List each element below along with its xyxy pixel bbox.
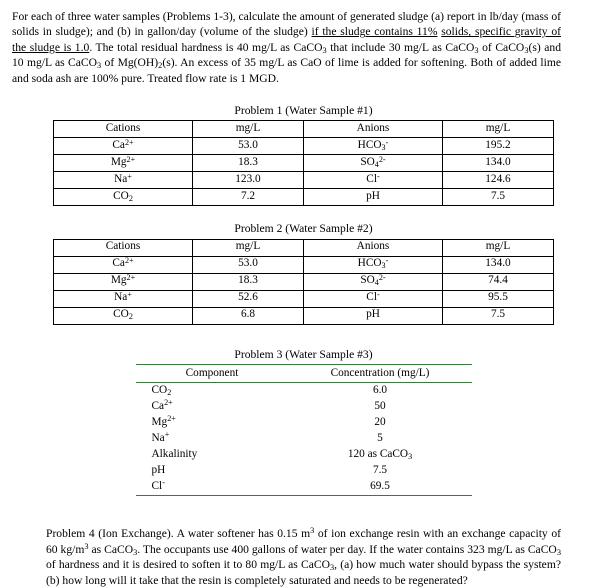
col-header-cations: Cations — [54, 121, 193, 138]
charge-plus: + — [127, 290, 132, 300]
table-header-row — [54, 121, 554, 138]
charge-minus: - — [376, 171, 380, 181]
component-mg-value: 20 — [374, 415, 386, 428]
table-row — [54, 307, 554, 324]
anion-so4-value: 134.0 — [443, 155, 554, 172]
problem-4-line-2c: . The occupants use 400 gallons of water per day. If the water contains — [137, 542, 465, 556]
charge-minus: - — [385, 137, 389, 147]
problem-1-block — [0, 103, 607, 206]
species-co2: $CO_2$ — [54, 189, 193, 206]
sub-4: 4 — [374, 278, 379, 288]
sub-3: 3 — [556, 547, 561, 557]
table-row — [54, 189, 554, 206]
col-header-cations: Cations — [54, 239, 193, 256]
cation-mg-value: 18.3 — [193, 273, 304, 290]
sub-4: 4 — [374, 160, 379, 170]
table-row — [136, 463, 472, 479]
cation-na: Na+ — [54, 172, 193, 189]
cation-mg: $Mg^{2+}$ — [54, 155, 193, 172]
charge-minus: - — [385, 256, 389, 266]
component-ca: $Ca^{2+}$ — [151, 398, 173, 412]
ph-label: pH — [304, 307, 443, 324]
intro-line-2-underlined: if the sludge contains 11% — [311, 25, 438, 39]
document-page — [0, 9, 607, 587]
cation-mg-value: 18.3 — [193, 155, 304, 172]
problem-3-block — [0, 347, 607, 496]
problem-3-title: Problem 3 (Water Sample #3) — [234, 347, 373, 361]
col-header-component: Component — [136, 364, 289, 382]
charge-2plus: 2+ — [167, 414, 176, 424]
table-row — [54, 155, 554, 172]
charge-2plus: 2+ — [126, 273, 136, 283]
species-co2-value: 6.8 — [193, 307, 304, 324]
problem-4-line-2a: capacity of 60 kg/m — [46, 526, 561, 556]
anion-cl-value: 95.5 — [443, 290, 554, 307]
component-cl-value: 69.5 — [370, 479, 390, 492]
table-row — [54, 273, 554, 290]
sub-3: 3 — [381, 261, 386, 271]
problem-4-line-1b: of ion exchange resin with an exchange — [314, 526, 506, 540]
cation-na-value: 123.0 — [193, 172, 304, 189]
ph-value: 7.5 — [443, 189, 554, 206]
component-mg: $Mg^{2+}$ — [151, 414, 176, 428]
sub-3: 3 — [474, 45, 479, 55]
anion-hco3-value: 134.0 — [443, 256, 554, 273]
table-row — [136, 415, 472, 431]
intro-line-3a: . The total residual hardness is 40 mg/L as CaCO — [89, 40, 323, 54]
anion-cl: Cl- — [304, 290, 443, 307]
intro-line-4: 30 mg/L as CaCO$_3$ of CaCO$_3$(s) and 10 mg/L as CaCO$_3$ of $Mg(OH)_2(s)$. An excess of 35 mg/L as CaO of — [12, 40, 562, 71]
sub-2: 2 — [167, 387, 172, 397]
table-row — [54, 172, 554, 189]
col-header-concentration: Concentration (mg/L) — [289, 364, 472, 382]
charge-minus: - — [162, 478, 165, 488]
table-header-row — [136, 364, 472, 382]
table-row — [54, 290, 554, 307]
cation-ca-value: 53.0 — [193, 256, 304, 273]
table-row — [136, 431, 472, 447]
table-row — [136, 382, 472, 399]
problem-4-line-1a: Problem 4 (Ion Exchange). A water softener has 0.15 m — [46, 526, 311, 540]
table-row — [136, 399, 472, 415]
cation-ca: $Ca^{2+}$ — [54, 138, 193, 155]
cation-ca-value: 53.0 — [193, 138, 304, 155]
component-na-value: 5 — [377, 431, 383, 444]
problem-2-title: Problem 2 (Water Sample #2) — [234, 222, 373, 236]
problem-4-line-3: 323 mg/L as CaCO$_3$ of hardness and it is desired to soften it to 80 mg/L as CaCO$_3$, (a) how much — [46, 542, 561, 573]
table-row — [136, 479, 472, 496]
problem-4-paragraph — [46, 526, 561, 588]
charge-2plus: 2+ — [124, 256, 134, 266]
problem-4-line-2b: as CaCO — [88, 542, 134, 556]
intro-paragraph — [12, 9, 561, 86]
problem-1-title: Problem 1 (Water Sample #1) — [234, 104, 373, 118]
col-header-anions: Anions — [304, 121, 443, 138]
exp-3: 3 — [84, 542, 89, 552]
charge-2plus: 2+ — [164, 398, 173, 408]
col-header-anions: Anions — [304, 239, 443, 256]
cation-na: Na+ — [54, 290, 193, 307]
intro-line-3c: that include — [326, 40, 386, 54]
anion-so4-value: 74.4 — [443, 273, 554, 290]
problem-3-table — [136, 364, 472, 496]
anion-hco3-value: 195.2 — [443, 138, 554, 155]
component-cl: Cl- — [151, 478, 165, 492]
component-co2: $CO_2$ — [151, 383, 172, 397]
sub-2: 2 — [158, 61, 163, 71]
table-header-row — [54, 239, 554, 256]
problem-2-table — [53, 239, 554, 325]
anion-so4: $SO_4^{2-}$ — [304, 155, 443, 172]
cation-na-value: 52.6 — [193, 290, 304, 307]
cation-ca: $Ca^{2+}$ — [54, 256, 193, 273]
species-co2: $CO_2$ — [54, 307, 193, 324]
intro-line-2a: lb/day (mass of solids in sludge); and (b) in gallon/day (volume of the sludge) — [12, 10, 561, 39]
sub-3: 3 — [329, 563, 335, 573]
component-ph: pH — [151, 463, 166, 476]
species-co2-value: 7.2 — [193, 189, 304, 206]
sub-2: 2 — [128, 194, 133, 204]
anion-so4: $SO_4^{2-}$ — [304, 273, 443, 290]
problem-4-line-4: water should bypass the system? (b) how long will it take that the resin is completely saturated and — [46, 558, 561, 587]
sub-3: 3 — [408, 451, 413, 461]
col-header-mgl-anions: mg/L — [443, 121, 554, 138]
col-header-mgl-cations: mg/L — [193, 121, 304, 138]
exp-3: 3 — [310, 526, 315, 536]
component-alkalinity-value: 120 as CaCO$_3$ — [347, 447, 413, 461]
component-na: Na+ — [151, 430, 170, 444]
anion-hco3: $HCO_3^-$ — [304, 138, 443, 155]
table-row — [54, 256, 554, 273]
col-header-mgl-cations: mg/L — [193, 239, 304, 256]
charge-minus: - — [376, 290, 380, 300]
intro-line-1: For each of three water samples (Problems 1-3), calculate the amount of generated sludge (a) report in — [12, 10, 487, 23]
sub-3: 3 — [97, 61, 102, 71]
intro-line-3-underlined: solids, specific gravity of the sludge is 1.0 — [12, 25, 562, 54]
table-row — [136, 447, 472, 463]
table-row — [54, 138, 554, 155]
charge-2minus: 2- — [378, 154, 386, 164]
intro-line-3-sub: 3 — [322, 45, 327, 55]
intro-line-5: lime is added for softening. Both of added lime and soda ash are 100% pure. Treated flow rate is 1 MGD. — [12, 56, 562, 85]
component-ph-value: 7.5 — [372, 463, 388, 476]
problem-2-block — [0, 221, 607, 324]
ph-label: pH — [304, 189, 443, 206]
sub-3: 3 — [381, 143, 386, 153]
col-header-mgl-anions: mg/L — [443, 239, 554, 256]
sub-3: 3 — [133, 547, 138, 557]
component-alkalinity: Alkalinity — [151, 447, 198, 460]
component-ca-value: 50 — [374, 399, 386, 412]
charge-2minus: 2- — [378, 273, 386, 283]
cation-mg: $Mg^{2+}$ — [54, 273, 193, 290]
ph-value: 7.5 — [443, 307, 554, 324]
anion-cl: Cl- — [304, 172, 443, 189]
charge-2plus: 2+ — [126, 154, 136, 164]
problem-4-line-5: needs to be regenerated? — [353, 573, 468, 587]
sub-3: 3 — [524, 45, 529, 55]
charge-plus: + — [164, 430, 170, 440]
anion-cl-value: 124.6 — [443, 172, 554, 189]
anion-hco3: $HCO_3^-$ — [304, 256, 443, 273]
problem-1-table — [53, 120, 554, 206]
sub-2: 2 — [128, 312, 133, 322]
component-co2-value: 6.0 — [372, 383, 388, 396]
charge-plus: + — [127, 171, 132, 181]
charge-2plus: 2+ — [124, 137, 134, 147]
